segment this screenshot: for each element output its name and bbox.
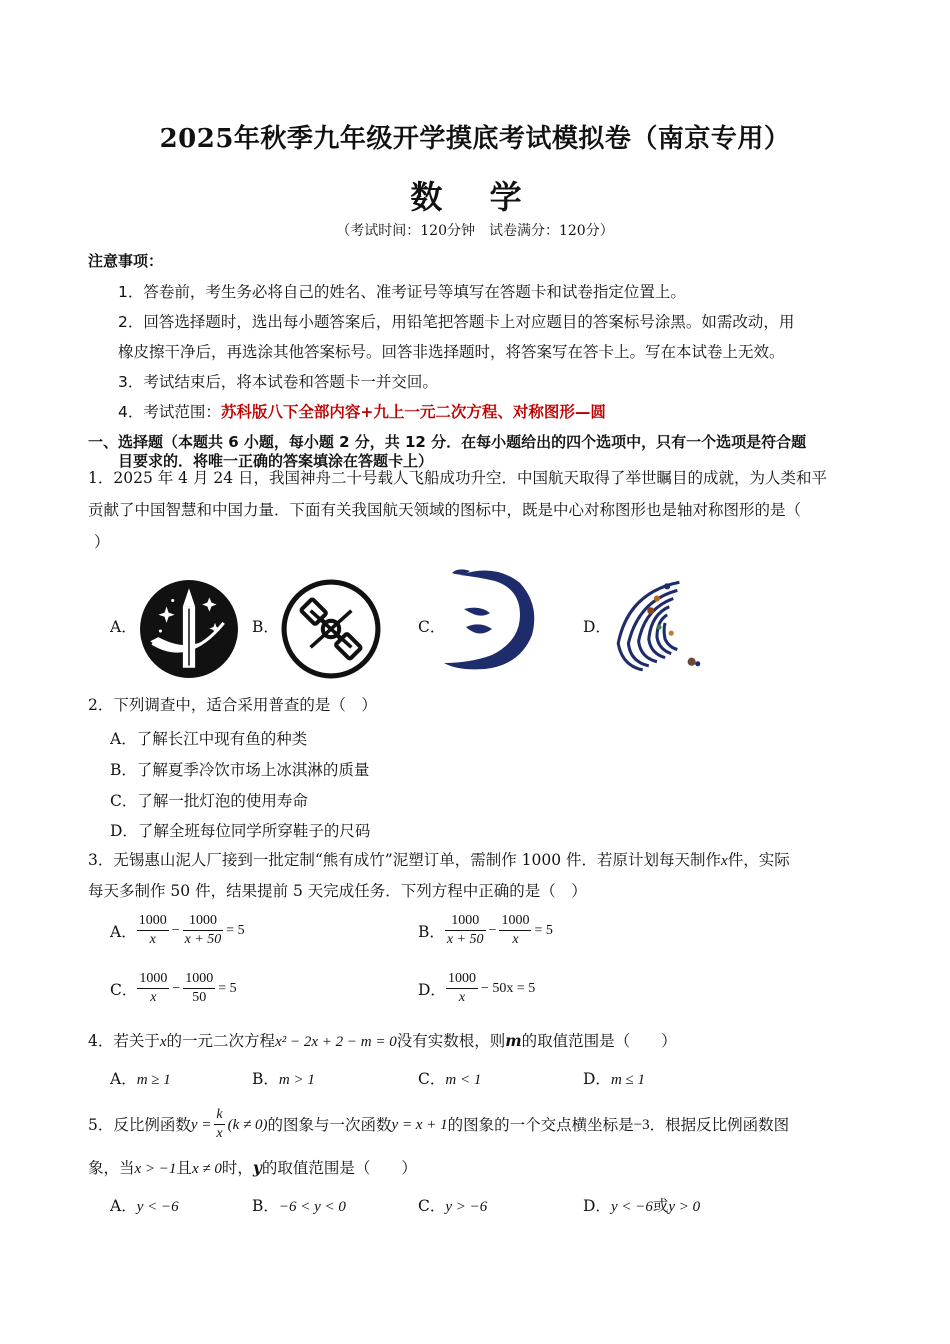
q1-label-a: A． bbox=[110, 618, 137, 636]
q3-line1-b: 件，实际 bbox=[727, 851, 790, 869]
q5-line2-c: 时， bbox=[221, 1159, 253, 1177]
section-heading-line1: 一、选择题（本题共 6 小题，每小题 2 分，共 12 分．在每小题给出的四个选项中，只有一个选项是符合题 bbox=[88, 433, 807, 451]
q1-line1: 1．2025 年 4 月 24 日，我国神舟二十号载人飞船成功升空．中国航天取得了举世瞩目的成就，为人类和平 bbox=[88, 469, 828, 487]
q3d-den1: x bbox=[458, 990, 466, 1005]
q3-option-a-label: A． bbox=[110, 922, 137, 941]
q5-line1 bbox=[88, 1106, 789, 1143]
orbit-arcs-logo-icon bbox=[608, 572, 710, 674]
q2-option-b: B．了解夏季冷饮市场上冰淇淋的质量 bbox=[110, 761, 370, 779]
q1-label-d: D． bbox=[583, 618, 611, 636]
rocket-logo-icon bbox=[138, 578, 240, 680]
q3b-rhs: = 5 bbox=[534, 922, 553, 938]
q3a-rhs: = 5 bbox=[226, 922, 245, 938]
q3b-op: − bbox=[488, 922, 497, 938]
note-4 bbox=[118, 400, 606, 422]
q4-a: 4．若关于 bbox=[88, 1032, 160, 1050]
q3a-num2: 1000 bbox=[183, 912, 224, 931]
q5-b: 的图象与一次函数 bbox=[267, 1115, 392, 1134]
q1-line2: 贡献了中国智慧和中国力量．下面有关我国航天领域的图标中，既是中心对称图形也是轴对称图形的是（ bbox=[88, 501, 802, 519]
note-2: 2．回答选择题时，选出每小题答案后，用铅笔把答题卡上对应题目的答案标号涂黑。如需改动，用 bbox=[118, 313, 795, 331]
q3-option-c-label: C． bbox=[110, 980, 138, 999]
q5-option-d-expr2: y > 0 bbox=[668, 1199, 701, 1215]
q3a-den1: x bbox=[149, 932, 156, 947]
q4-m: m bbox=[505, 1031, 522, 1050]
q5-option-d bbox=[583, 1194, 700, 1216]
q3a-den2: x + 50 bbox=[184, 932, 222, 947]
q5-option-c bbox=[418, 1194, 487, 1216]
satellite-logo-icon bbox=[280, 578, 382, 680]
q3b-num2: 1000 bbox=[499, 912, 531, 931]
q5-y: y bbox=[252, 1158, 262, 1177]
q5-inverse-function bbox=[191, 1106, 268, 1143]
q5-c: 的图象的一个交点横坐标是 bbox=[447, 1115, 634, 1134]
q5-linear: y = x + 1 bbox=[391, 1116, 448, 1133]
q3-var-x: x bbox=[721, 853, 728, 869]
q4-option-a bbox=[110, 1067, 171, 1089]
q5-line2-d: 的取值范围是（ ） bbox=[261, 1159, 417, 1177]
q3b-num1: 1000 bbox=[445, 912, 486, 931]
note-3: 3．考试结束后，将本试卷和答题卡一并交回。 bbox=[118, 373, 438, 391]
q5-option-a bbox=[110, 1194, 179, 1216]
q4-option-d bbox=[583, 1067, 645, 1089]
q5-option-a-expr: y < −6 bbox=[136, 1199, 179, 1215]
q5-option-c-expr: y > −6 bbox=[445, 1199, 488, 1215]
note-2-cont: 橡皮擦干净后，再选涂其他答案标号。回答非选择题时，将答案写在答卡上。写在本试卷上无效。 bbox=[118, 343, 785, 361]
q5-option-a-label: A． bbox=[110, 1197, 137, 1215]
q5-line2 bbox=[88, 1158, 417, 1179]
q1-line3: ） bbox=[94, 533, 110, 551]
q1-label-c: C． bbox=[418, 618, 446, 636]
q5-option-d-or: 或 bbox=[652, 1197, 669, 1215]
q4-option-d-expr: m ≤ 1 bbox=[610, 1072, 646, 1088]
q4-option-a-expr: m ≥ 1 bbox=[136, 1072, 171, 1088]
q5-fn-num: k bbox=[214, 1106, 224, 1125]
q4-option-c-expr: m < 1 bbox=[445, 1072, 482, 1088]
q3c-op: − bbox=[172, 980, 181, 996]
q3-option-a bbox=[110, 912, 245, 949]
q4-b: 的一元二次方程 bbox=[166, 1032, 276, 1050]
q4-option-a-label: A． bbox=[110, 1070, 137, 1088]
q3a-num1: 1000 bbox=[137, 912, 169, 931]
q5-a: 5．反比例函数 bbox=[88, 1115, 191, 1134]
q5-option-b-label: B． bbox=[252, 1197, 279, 1215]
q1-label-b: B． bbox=[252, 618, 279, 636]
note-1: 1．答卷前，考生务必将自己的姓名、准考证号等填写在答题卡和试卷指定位置上。 bbox=[118, 283, 686, 301]
q3c-den2: 50 bbox=[192, 990, 207, 1005]
q5-option-c-label: C． bbox=[418, 1197, 446, 1215]
q3c-num1: 1000 bbox=[137, 970, 169, 989]
q5-line2-b: 且 bbox=[176, 1159, 192, 1177]
q4-d: 的取值范围是（ ） bbox=[521, 1032, 677, 1050]
section-heading-line2: 目要求的．将唯一正确的答案填涂在答题卡上） bbox=[118, 452, 434, 470]
q4-c: 没有实数根，则 bbox=[396, 1032, 506, 1050]
q5-fn-lhs: y = bbox=[190, 1116, 212, 1133]
q3a-op: − bbox=[171, 922, 180, 938]
q3-option-d-label: D． bbox=[418, 980, 446, 999]
q5-fn-cond: (k ≠ 0) bbox=[227, 1116, 268, 1133]
subject-title: 数 学 bbox=[410, 178, 540, 216]
note-4-prefix: 4．考试范围： bbox=[118, 403, 221, 421]
q3-option-b-label: B． bbox=[418, 922, 445, 941]
q4-equation: x² − 2x + 2 − m = 0 bbox=[275, 1034, 397, 1050]
q3-line2: 每天多制作 50 件，结果提前 5 天完成任务．下列方程中正确的是（ ） bbox=[88, 882, 587, 900]
q5-d: ．根据反比例函数图 bbox=[649, 1115, 790, 1134]
q3-option-d bbox=[418, 970, 535, 1007]
q3d-tail: − 50x = 5 bbox=[480, 980, 536, 996]
q5-cond1: x > −1 bbox=[134, 1161, 177, 1177]
q4-option-b-expr: m > 1 bbox=[278, 1072, 315, 1088]
q2-stem: 2．下列调查中，适合采用普查的是（ ） bbox=[88, 696, 377, 714]
q3c-den1: x bbox=[150, 990, 157, 1005]
q5-option-b-expr: −6 < y < 0 bbox=[278, 1199, 346, 1215]
q3-line1-a: 3．无锡惠山泥人厂接到一批定制“熊有成竹”泥塑订单，需制作 1000 件．若原计划每天制作 bbox=[88, 851, 722, 869]
q3b-den2: x bbox=[512, 932, 519, 947]
q3c-rhs: = 5 bbox=[218, 980, 237, 996]
exam-time-info: （考试时间：120分钟 试卷满分：120分） bbox=[336, 223, 614, 239]
q5-val: −3 bbox=[633, 1116, 650, 1133]
q5-option-d-expr: y < −6 bbox=[610, 1199, 653, 1215]
q4-option-b-label: B． bbox=[252, 1070, 279, 1088]
brush-circle-logo-icon bbox=[440, 565, 540, 675]
note-4-scope: 苏科版八下全部内容+九上一元二次方程、对称图形—圆 bbox=[220, 403, 606, 421]
q3c-num2: 1000 bbox=[183, 970, 215, 989]
q3-option-c-expr bbox=[137, 970, 236, 1007]
q3d-num1: 1000 bbox=[446, 970, 478, 989]
q4-option-b bbox=[252, 1067, 315, 1089]
q2-option-a: A．了解长江中现有鱼的种类 bbox=[110, 730, 308, 748]
q4-var: x bbox=[159, 1034, 167, 1050]
q3-option-b bbox=[418, 912, 553, 949]
q4-option-d-label: D． bbox=[583, 1070, 611, 1088]
q4-option-c bbox=[418, 1067, 481, 1089]
q3-option-a-expr bbox=[137, 912, 245, 949]
q4-option-c-label: C． bbox=[418, 1070, 446, 1088]
exam-title: 2025年秋季九年级开学摸底考试模拟卷（南京专用） bbox=[159, 124, 791, 154]
q5-line2-a: 象，当 bbox=[88, 1159, 135, 1177]
q2-option-d: D．了解全班每位同学所穿鞋子的尺码 bbox=[110, 822, 371, 840]
q5-cond2: x ≠ 0 bbox=[191, 1161, 222, 1177]
q2-option-c: C．了解一批灯泡的使用寿命 bbox=[110, 792, 308, 810]
q4-stem bbox=[88, 1031, 677, 1052]
q5-fn-den: x bbox=[216, 1126, 223, 1141]
q3-line1 bbox=[88, 850, 790, 871]
q3-option-b-expr bbox=[445, 912, 553, 949]
q3-option-d-expr bbox=[446, 970, 535, 1007]
q5-option-d-label: D． bbox=[583, 1197, 611, 1215]
q3-option-c bbox=[110, 970, 237, 1007]
q5-option-b bbox=[252, 1194, 346, 1216]
notes-heading: 注意事项： bbox=[88, 252, 164, 270]
q3b-den1: x + 50 bbox=[446, 932, 484, 947]
